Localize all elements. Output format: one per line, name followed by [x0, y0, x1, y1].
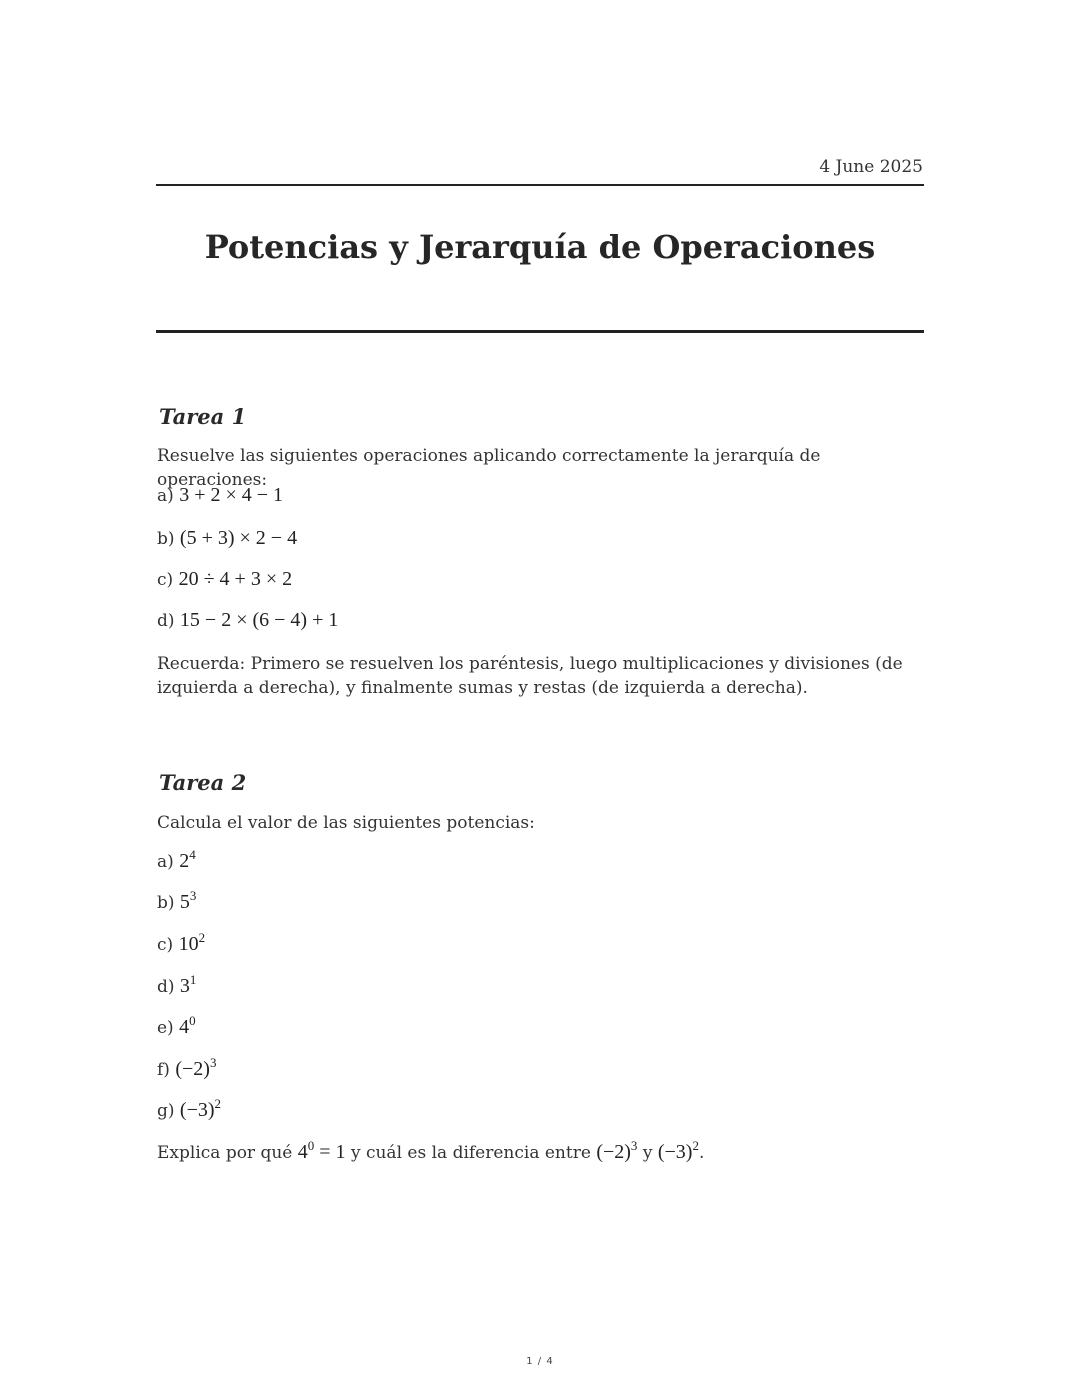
task-1-note: Recuerda: Primero se resuelven los paréntesis, luego multiplicaciones y divisiones (de izquierda a derecha), y finalmente sumas y restas (de izquierda a derecha).: [157, 654, 903, 698]
explain-text: y: [642, 1143, 653, 1163]
task-2-item-c: [157, 930, 206, 956]
power-exponent: 3: [630, 1138, 638, 1153]
item-label: d): [157, 977, 175, 997]
item-label: e): [157, 1018, 174, 1038]
power-exponent: 2: [214, 1096, 222, 1111]
task-2-item-g: [157, 1096, 222, 1122]
power-expression: [175, 1055, 217, 1080]
power-exponent: 2: [692, 1138, 699, 1153]
power-exponent: 3: [209, 1055, 217, 1070]
explain-period: .: [698, 1143, 705, 1163]
power-expression: [179, 1013, 196, 1038]
task-1-item-a: [157, 484, 283, 507]
task-2-item-f: [157, 1055, 217, 1081]
power-base: 2: [179, 850, 190, 872]
power-expression: [178, 930, 206, 955]
power-base: 5: [179, 891, 190, 913]
power-base: (−3): [657, 1141, 693, 1163]
task-1-item-c: [157, 568, 292, 591]
power-base: 4: [179, 1016, 190, 1038]
power-expression: [179, 972, 197, 997]
power-exponent: 0: [307, 1138, 315, 1153]
item-label: a): [157, 852, 174, 872]
task-2-heading: Tarea 2: [159, 770, 247, 795]
explain-text: Explica por qué: [157, 1143, 293, 1163]
header-rule: [156, 184, 924, 186]
task-2-item-e: [157, 1013, 196, 1039]
title-rule: [156, 330, 924, 333]
item-expression: 20 ÷ 4 + 3 × 2: [178, 568, 293, 590]
item-label: b): [157, 529, 175, 549]
power-expression: [179, 1096, 222, 1121]
item-expression: 3 + 2 × 4 − 1: [179, 484, 284, 506]
item-label: b): [157, 893, 175, 913]
item-label: f): [157, 1060, 170, 1080]
item-label: a): [157, 486, 174, 506]
power-expression: [179, 847, 196, 872]
power-expression: [297, 1138, 346, 1163]
power-base: (−2): [175, 1058, 210, 1080]
power-base: (−3): [179, 1099, 215, 1121]
power-exponent: 0: [189, 1013, 196, 1028]
item-expression: (5 + 3) × 2 − 4: [179, 527, 298, 549]
page-number: 1 / 4: [526, 1356, 554, 1367]
item-expression: 15 − 2 × (6 − 4) + 1: [179, 609, 339, 631]
power-base: 4: [297, 1141, 308, 1163]
item-label: g): [157, 1101, 175, 1121]
item-label: c): [157, 570, 174, 590]
power-exponent: 2: [198, 930, 206, 945]
header-date: 4 June 2025: [819, 157, 923, 177]
document-title: Potencias y Jerarquía de Operaciones: [204, 228, 876, 266]
task-1-item-d: [157, 609, 338, 632]
task-2-explain: [157, 1138, 705, 1164]
power-expression: [657, 1138, 699, 1163]
task-1-section: [157, 402, 927, 698]
task-2-item-a: [157, 847, 196, 873]
power-base: (−2): [596, 1141, 631, 1163]
explain-text: y cuál es la diferencia entre: [350, 1143, 591, 1163]
task-1-item-b: [157, 527, 297, 550]
equals-one: = 1: [314, 1141, 346, 1163]
power-exponent: 1: [189, 972, 197, 987]
item-label: d): [157, 611, 175, 631]
item-label: c): [157, 935, 174, 955]
task-2-item-b: [157, 888, 197, 914]
power-exponent: 3: [189, 888, 197, 903]
task-2-item-d: [157, 972, 197, 998]
power-expression: [596, 1138, 638, 1163]
task-1-intro: Resuelve las siguientes operaciones aplicando correctamente la jerarquía de operaciones:: [157, 446, 821, 490]
power-expression: [179, 888, 197, 913]
task-1-heading: Tarea 1: [159, 404, 247, 429]
task-2-section: [157, 768, 927, 1163]
power-base: 10: [178, 933, 199, 955]
power-base: 3: [179, 975, 190, 997]
power-exponent: 4: [189, 847, 196, 862]
task-2-intro: Calcula el valor de las siguientes potencias:: [157, 813, 535, 833]
